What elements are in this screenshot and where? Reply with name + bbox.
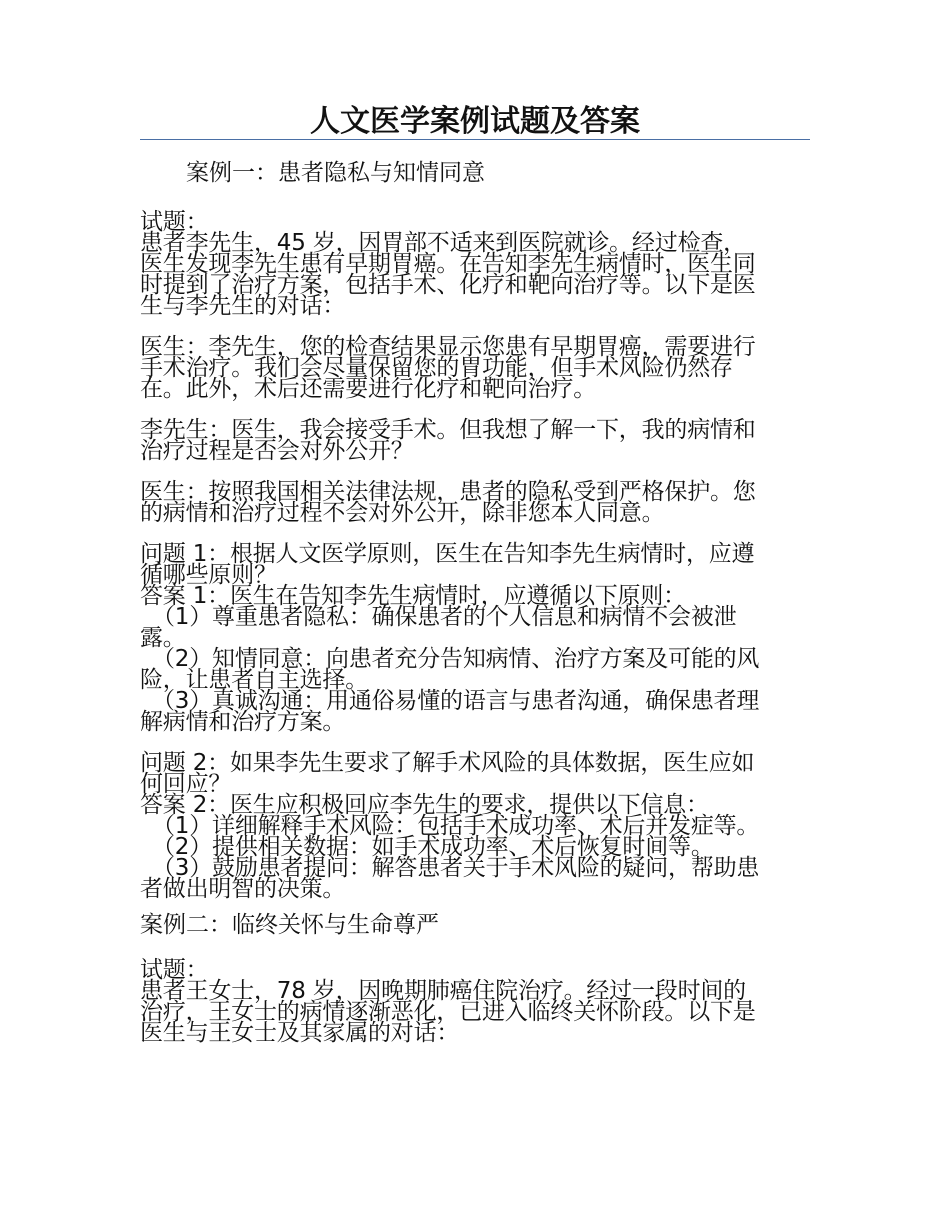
case1-dialogue-doctor-1 <box>140 334 810 402</box>
case1-question-label: 试题： <box>140 209 209 235</box>
answer-line: （3）鼓励患者提问：解答患者关于手术风险的疑问，帮助患 <box>152 855 760 881</box>
paragraph-line: 医生与王女士及其家属的对话： <box>140 1020 460 1046</box>
paragraph-line: 时提到了治疗方案，包括手术、化疗和靶向治疗等。以下是医 <box>140 272 756 298</box>
paragraph-line: 治疗，王女士的病情逐渐恶化，已进入临终关怀阶段。以下是 <box>140 999 756 1025</box>
paragraph-line: 在。此外，术后还需要进行化疗和靶向治疗。 <box>140 376 597 402</box>
answer-line: （2）提供相关数据：如手术成功率、术后恢复时间等。 <box>152 834 714 860</box>
document-body <box>140 158 810 1044</box>
case1-heading: 案例一：患者隐私与知情同意 <box>186 160 485 186</box>
question-line: 问题 1：根据人文医学原则，医生在告知李先生病情时，应遵 <box>140 541 755 567</box>
answer-line: 险，让患者自主选择。 <box>140 667 369 693</box>
answer-line: 答案 1：医生在告知李先生病情时，应遵循以下原则： <box>140 583 686 609</box>
answer-line: （3）真诚沟通：用通俗易懂的语言与患者沟通，确保患者理 <box>152 688 760 714</box>
case1-dialogue-doctor-2 <box>140 479 810 526</box>
answer-line: 解病情和治疗方案。 <box>140 709 346 735</box>
question-line: 循哪些原则？ <box>140 562 277 588</box>
answer-line: （2）知情同意：向患者充分告知病情、治疗方案及可能的风 <box>152 646 760 672</box>
case2-question-label: 试题： <box>140 957 209 983</box>
question-line: 何回应？ <box>140 771 232 797</box>
paragraph-line: 的病情和治疗过程不会对外公开，除非您本人同意。 <box>140 500 665 526</box>
paragraph-line: 医生：李先生，您的检查结果显示您患有早期胃癌，需要进行 <box>140 334 756 360</box>
paragraph-line: 生与李先生的对话： <box>140 293 346 319</box>
paragraph-line: 李先生：医生，我会接受手术。但我想了解一下，我的病情和 <box>140 417 756 443</box>
answer-line: 者做出明智的决策。 <box>140 876 346 902</box>
answer-line: （1）详细解释手术风险：包括手术成功率、术后并发症等。 <box>152 813 760 839</box>
paragraph-line: 医生发现李先生患有早期胃癌。在告知李先生病情时，医生同 <box>140 251 756 277</box>
document-title: 人文医学案例试题及答案 <box>310 104 640 139</box>
paragraph-line: 手术治疗。我们会尽量保留您的胃功能，但手术风险仍然存 <box>140 355 733 381</box>
paragraph-line: 患者李先生，45 岁，因胃部不适来到医院就诊。经过检查， <box>140 230 746 256</box>
answer-line: （1）尊重患者隐私：确保患者的个人信息和病情不会被泄 <box>152 604 737 630</box>
answer-line: 答案 2：医生应积极回应李先生的要求，提供以下信息： <box>140 792 709 818</box>
case1-intro <box>140 230 810 319</box>
paragraph-line: 治疗过程是否会对外公开？ <box>140 438 414 464</box>
case1-dialogue-patient <box>140 417 810 464</box>
title-underline <box>140 139 810 140</box>
case2-heading: 案例二：临终关怀与生命尊严 <box>140 912 439 938</box>
case1-qa-2 <box>140 750 810 902</box>
paragraph-line: 患者王女士，78 岁，因晚期肺癌住院治疗。经过一段时间的 <box>140 978 746 1004</box>
question-line: 问题 2：如果李先生要求了解手术风险的具体数据，医生应如 <box>140 750 755 776</box>
answer-line: 露。 <box>140 625 186 651</box>
case1-qa-1 <box>140 541 810 735</box>
case2-intro <box>140 978 810 1046</box>
paragraph-line: 医生：按照我国相关法律法规，患者的隐私受到严格保护。您 <box>140 479 756 505</box>
